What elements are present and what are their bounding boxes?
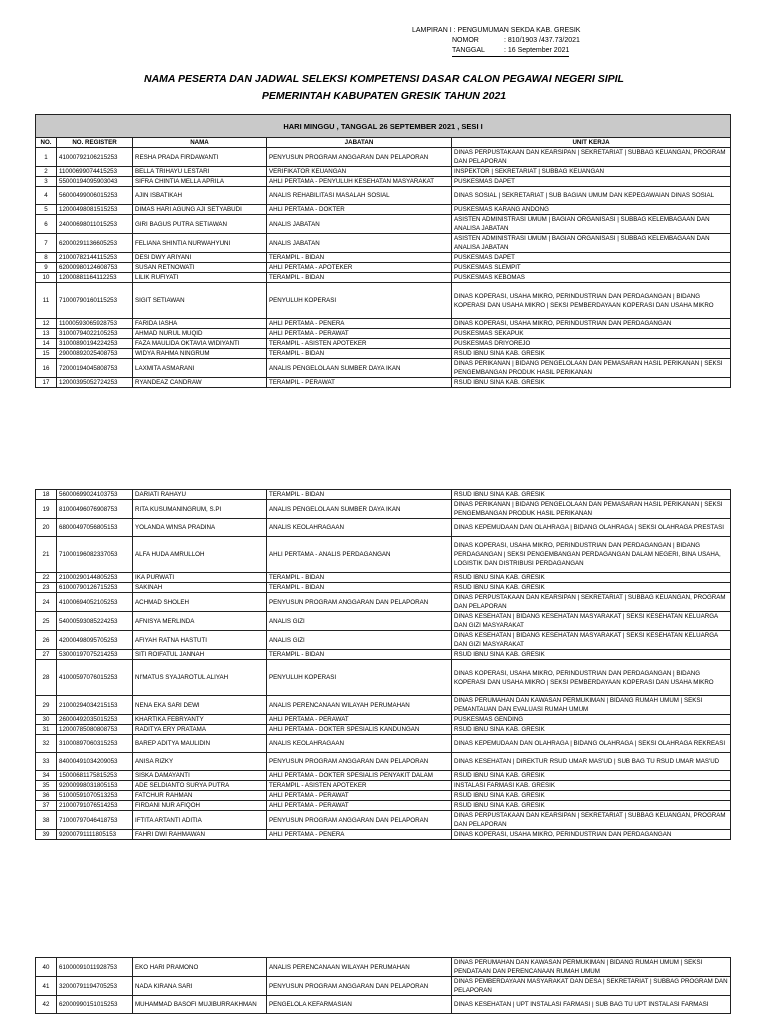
register-number-cell: 41000792106215253 [57, 148, 133, 167]
participant-name-cell: SIFRA CHINTIA MELLA APRILA [133, 177, 267, 187]
tanggal-label: TANGGAL [452, 47, 485, 54]
register-number-cell: 42000498095705253 [57, 631, 133, 650]
table-row [36, 187, 731, 205]
register-number-cell: 31000794022105253 [57, 329, 133, 339]
position-cell: PENYUSUN PROGRAM ANGGARAN DAN PELAPORAN [267, 148, 452, 167]
participant-name-cell: IFTITA ARTANTI ADITIA [133, 811, 267, 830]
work-unit-cell: RSUD IBNU SINA KAB. GRESIK [452, 378, 731, 388]
participant-table-page-3 [35, 957, 731, 1014]
register-number-cell: 84000491034209053 [57, 753, 133, 771]
participant-name-cell: EKO HARI PRAMONO [133, 958, 267, 977]
position-cell: VERIFIKATOR KEUANGAN [267, 167, 452, 177]
participant-name-cell: ANISA RIZKY [133, 753, 267, 771]
position-cell: ANALIS GIZI [267, 612, 452, 631]
position-cell: PENYULUH KOPERASI [267, 660, 452, 696]
participant-name-cell: FAZA MAULIDA OKTAVIA WIDIYANTI [133, 339, 267, 349]
row-number-cell: 32 [36, 735, 57, 753]
participant-name-cell: ADE SELDIANTO SURYA PUTRA [133, 781, 267, 791]
work-unit-cell: DINAS PERPUSTAKAAN DAN KEARSIPAN | SEKRETARIAT | SUBBAG KEUANGAN, PROGRAM DAN PELAPORAN [452, 811, 731, 830]
row-number-cell: 19 [36, 500, 57, 519]
register-number-cell: 24000698011015253 [57, 215, 133, 234]
participant-name-cell: AJIN ISBATIKAH [133, 187, 267, 205]
row-number-cell: 20 [36, 519, 57, 537]
row-number-cell: 4 [36, 187, 57, 205]
position-cell: ANALIS KEOLAHRAGAAN [267, 735, 452, 753]
participant-name-cell: IKA PURWATI [133, 573, 267, 583]
register-number-cell: 11000699074415253 [57, 167, 133, 177]
position-cell: AHLI PERTAMA - DOKTER [267, 205, 452, 215]
row-number-cell: 3 [36, 177, 57, 187]
row-number-cell: 17 [36, 378, 57, 388]
row-number-cell: 30 [36, 715, 57, 725]
row-number-cell: 15 [36, 349, 57, 359]
participant-name-cell: SISKA DAMAYANTI [133, 771, 267, 781]
position-cell: AHLI PERTAMA - PERAWAT [267, 329, 452, 339]
table-row [36, 329, 731, 339]
row-number-cell: 29 [36, 696, 57, 715]
participant-name-cell: RESHA PRADA FIRDAWANTI [133, 148, 267, 167]
register-number-cell: 62000980124608753 [57, 263, 133, 273]
position-cell: PENYULUH KOPERASI [267, 283, 452, 319]
register-number-cell: 53000197075214253 [57, 650, 133, 660]
table-row [36, 234, 731, 253]
register-number-cell: 56000699024103753 [57, 490, 133, 500]
position-cell: ANALIS PENGELOLAAN SUMBER DAYA IKAN [267, 500, 452, 519]
work-unit-cell: PUSKESMAS GENDING [452, 715, 731, 725]
table-row [36, 490, 731, 500]
register-number-cell: 26000492035015253 [57, 715, 133, 725]
position-cell: PENYUSUN PROGRAM ANGGARAN DAN PELAPORAN [267, 811, 452, 830]
work-unit-cell: RSUD IBNU SINA KAB. GRESIK [452, 650, 731, 660]
participant-name-cell: FATCHUR RAHMAN [133, 791, 267, 801]
work-unit-cell: RSUD IBNU SINA KAB. GRESIK [452, 573, 731, 583]
participant-name-cell: FIRDANI NUR AFIQOH [133, 801, 267, 811]
work-unit-cell: PUSKESMAS DAPET [452, 177, 731, 187]
work-unit-cell: DINAS KOPERASI, USAHA MIKRO, PERINDUSTRIAN DAN PERDAGANGAN [452, 319, 731, 329]
register-number-cell: 56000499006015253 [57, 187, 133, 205]
position-cell: AHLI PERTAMA - APOTEKER [267, 263, 452, 273]
column-header-unit-kerja: UNIT KERJA [452, 138, 731, 148]
table-body-page-1 [36, 148, 731, 388]
register-number-cell: 92000791111805153 [57, 830, 133, 840]
table-row [36, 958, 731, 977]
work-unit-cell: PUSKESMAS DAPET [452, 253, 731, 263]
row-number-cell: 8 [36, 253, 57, 263]
work-unit-cell: DINAS KESEHATAN | BIDANG KESEHATAN MASYARAKAT | SEKSI KESEHATAN KELUARGA DAN GIZI MASYARAKAT [452, 631, 731, 650]
position-cell: TERAMPIL - BIDAN [267, 490, 452, 500]
register-number-cell: 21000294034215153 [57, 696, 133, 715]
row-number-cell: 34 [36, 771, 57, 781]
work-unit-cell: ASISTEN ADMINISTRASI UMUM | BAGIAN ORGANISASI | SUBBAG KELEMBAGAAN DAN ANALISA JABATAN [452, 215, 731, 234]
row-number-cell: 35 [36, 781, 57, 791]
register-number-cell: 12000395052724253 [57, 378, 133, 388]
participant-name-cell: SAKINAH [133, 583, 267, 593]
document-subtitle: PEMERINTAH KABUPATEN GRESIK TAHUN 2021 [261, 90, 507, 102]
row-number-cell: 42 [36, 996, 57, 1014]
work-unit-cell: PUSKESMAS SEKAPUK [452, 329, 731, 339]
table-row [36, 735, 731, 753]
lampiran-label: LAMPIRAN I : [412, 27, 456, 34]
row-number-cell: 38 [36, 811, 57, 830]
participant-name-cell: LILIK RUFIYATI [133, 273, 267, 283]
work-unit-cell: DINAS PERUMAHAN DAN KAWASAN PERMUKIMAN | BIDANG RUMAH UMUM | SEKSI PENDATAAN DAN PERENCANAAN RUMAH UMUM [452, 958, 731, 977]
participant-name-cell: FELIANA SHINTIA NURWAHYUNI [133, 234, 267, 253]
participant-table-page-2 [35, 489, 731, 840]
work-unit-cell: RSUD IBNU SINA KAB. GRESIK [452, 349, 731, 359]
row-number-cell: 2 [36, 167, 57, 177]
register-number-cell: 12000881164112253 [57, 273, 133, 283]
row-number-cell: 28 [36, 660, 57, 696]
participant-name-cell: BELLA TRIHAYU LESTARI [133, 167, 267, 177]
participant-name-cell: KHARTIKA FEBRYANTY [133, 715, 267, 725]
register-number-cell: 12000498081515253 [57, 205, 133, 215]
position-cell: ANALIS PERENCANAAN WILAYAH PERUMAHAN [267, 696, 452, 715]
participant-name-cell: FAHRI DWI RAHMAWAN [133, 830, 267, 840]
work-unit-cell: RSUD IBNU SINA KAB. GRESIK [452, 791, 731, 801]
row-number-cell: 36 [36, 791, 57, 801]
participant-name-cell: AFNISYA MERLINDA [133, 612, 267, 631]
table-row [36, 148, 731, 167]
table-row [36, 583, 731, 593]
work-unit-cell: PUSKESMAS KEBOMAS [452, 273, 731, 283]
row-number-cell: 27 [36, 650, 57, 660]
row-number-cell: 26 [36, 631, 57, 650]
document-title: NAMA PESERTA DAN JADWAL SELEKSI KOMPETENSI DASAR CALON PEGAWAI NEGERI SIPIL [144, 73, 624, 85]
register-number-cell: 62000990151015253 [57, 996, 133, 1014]
position-cell: PENYUSUN PROGRAM ANGGARAN DAN PELAPORAN [267, 593, 452, 612]
table-row [36, 500, 731, 519]
position-cell: TERAMPIL - BIDAN [267, 583, 452, 593]
position-cell: AHLI PERTAMA - PENERA [267, 319, 452, 329]
row-number-cell: 41 [36, 977, 57, 996]
table-row [36, 519, 731, 537]
register-number-cell: 32000791194705253 [57, 977, 133, 996]
position-cell: PENYUSUN PROGRAM ANGGARAN DAN PELAPORAN [267, 753, 452, 771]
table-row [36, 830, 731, 840]
participant-name-cell: MUHAMMAD BASOFI MUJIBURRAKHMAN [133, 996, 267, 1014]
table-row [36, 339, 731, 349]
table-row [36, 715, 731, 725]
row-number-cell: 25 [36, 612, 57, 631]
work-unit-cell: DINAS PERPUSTAKAAN DAN KEARSIPAN | SEKRETARIAT | SUBBAG KEUANGAN, PROGRAM DAN PELAPORAN [452, 148, 731, 167]
work-unit-cell: DINAS KOPERASI, USAHA MIKRO, PERINDUSTRIAN DAN PERDAGANGAN | BIDANG KOPERASI DAN USAHA MIKRO | SEKSI PEMBERDAYAAN KOPERASI DAN USAHA MIKRO [452, 660, 731, 696]
column-header-register: NO. REGISTER [57, 138, 133, 148]
table-row [36, 537, 731, 573]
work-unit-cell: PUSKESMAS DRIYOREJO [452, 339, 731, 349]
table-row [36, 319, 731, 329]
row-number-cell: 22 [36, 573, 57, 583]
table-row [36, 725, 731, 735]
table-row [36, 801, 731, 811]
table-row [36, 977, 731, 996]
register-number-cell: 55000194095903043 [57, 177, 133, 187]
row-number-cell: 10 [36, 273, 57, 283]
position-cell: ANALIS GIZI [267, 631, 452, 650]
table-row [36, 771, 731, 781]
position-cell: AHLI PERTAMA - ANALIS PERDAGANGAN [267, 537, 452, 573]
participant-name-cell: AFIYAH RATNA HASTUTI [133, 631, 267, 650]
table-row [36, 631, 731, 650]
table-row [36, 349, 731, 359]
work-unit-cell: DINAS KESEHATAN | DIREKTUR RSUD UMAR MAS'UD | SUB BAG TU RSUD UMAR MAS'UD [452, 753, 731, 771]
register-number-cell: 81000496076908753 [57, 500, 133, 519]
position-cell: TERAMPIL - ASISTEN APOTEKER [267, 781, 452, 791]
participant-name-cell: RADITYA ERY PRATAMA [133, 725, 267, 735]
position-cell: ANALIS REHABILITASI MASALAH SOSIAL [267, 187, 452, 205]
position-cell: AHLI PERTAMA - PERAWAT [267, 801, 452, 811]
participant-name-cell: FARIDA IASHA [133, 319, 267, 329]
row-number-cell: 5 [36, 205, 57, 215]
work-unit-cell: DINAS PERIKANAN | BIDANG PENGELOLAAN DAN PEMASARAN HASIL PERIKANAN | SEKSI PENGEMBANGAN PRODUK HASIL PERIKANAN [452, 500, 731, 519]
participant-name-cell: DARIATI RAHAYU [133, 490, 267, 500]
work-unit-cell: PUSKESMAS KARANG ANDONG [452, 205, 731, 215]
nomor-label: NOMOR [452, 37, 479, 44]
participant-name-cell: DESI DWY ARIYANI [133, 253, 267, 263]
session-header: HARI MINGGU , TANGGAL 26 SEPTEMBER 2021 , SESI I [36, 115, 731, 138]
position-cell: TERAMPIL - BIDAN [267, 349, 452, 359]
work-unit-cell: DINAS KEPEMUDAAN DAN OLAHRAGA | BIDANG OLAHRAGA | SEKSI OLAHRAGA REKREASI [452, 735, 731, 753]
column-header-jabatan: JABATAN [267, 138, 452, 148]
participant-name-cell: GIRI BAGUS PUTRA SETIAWAN [133, 215, 267, 234]
table-row [36, 612, 731, 631]
row-number-cell: 21 [36, 537, 57, 573]
work-unit-cell: RSUD IBNU SINA KAB. GRESIK [452, 725, 731, 735]
table-row [36, 167, 731, 177]
work-unit-cell: RSUD IBNU SINA KAB. GRESIK [452, 771, 731, 781]
table-row [36, 215, 731, 234]
column-header-no: NO. [36, 138, 57, 148]
work-unit-cell: RSUD IBNU SINA KAB. GRESIK [452, 490, 731, 500]
row-number-cell: 23 [36, 583, 57, 593]
column-header-nama: NAMA [133, 138, 267, 148]
row-number-cell: 16 [36, 359, 57, 378]
row-number-cell: 6 [36, 215, 57, 234]
register-number-cell: 21000782144115253 [57, 253, 133, 263]
row-number-cell: 37 [36, 801, 57, 811]
table-row [36, 753, 731, 771]
register-number-cell: 21000290144805253 [57, 573, 133, 583]
table-row [36, 811, 731, 830]
participant-name-cell: SIGIT SETIAWAN [133, 283, 267, 319]
participant-name-cell: BAREP ADITYA MAULIDIN [133, 735, 267, 753]
register-number-cell: 61000091011928753 [57, 958, 133, 977]
table-body-page-3 [36, 958, 731, 1014]
register-number-cell: 71000196082337053 [57, 537, 133, 573]
work-unit-cell: INSTALASI FARMASI KAB. GRESIK [452, 781, 731, 791]
tanggal-value: : 16 September 2021 [504, 47, 570, 54]
position-cell: AHLI PERTAMA - DOKTER SPESIALIS PENYAKIT DALAM [267, 771, 452, 781]
work-unit-cell: DINAS KESEHATAN | UPT INSTALASI FARMASI | SUB BAG TU UPT INSTALASI FARMASI [452, 996, 731, 1014]
work-unit-cell: DINAS KEPEMUDAAN DAN OLAHRAGA | BIDANG OLAHRAGA | SEKSI OLAHRAGA PRESTASI [452, 519, 731, 537]
position-cell: AHLI PERTAMA - PERAWAT [267, 791, 452, 801]
participant-name-cell: SUSAN RETNOWATI [133, 263, 267, 273]
participant-name-cell: LAXMITA ASMARANI [133, 359, 267, 378]
work-unit-cell: DINAS PERIKANAN | BIDANG PENGELOLAAN DAN PEMASARAN HASIL PERIKANAN | SEKSI PENGEMBANGAN PRODUK HASIL PERIKANAN [452, 359, 731, 378]
position-cell: PENGELOLA KEFARMASIAN [267, 996, 452, 1014]
participant-name-cell: RITA KUSUMANINGRUM, S.PI [133, 500, 267, 519]
register-number-cell: 92000998031805153 [57, 781, 133, 791]
participant-name-cell: DIMAS HARI AGUNG AJI SETYABUDI [133, 205, 267, 215]
work-unit-cell: DINAS KOPERASI, USAHA MIKRO, PERINDUSTRIAN DAN PERDAGANGAN | BIDANG KOPERASI DAN USAHA MIKRO | SEKSI PEMBERDAYAAN KOPERASI DAN USAHA MIKRO [452, 283, 731, 319]
work-unit-cell: ASISTEN ADMINISTRASI UMUM | BAGIAN ORGANISASI | SUBBAG KELEMBAGAAN DAN ANALISA JABATAN [452, 234, 731, 253]
nomor-value: : 810/1903 /437.73/2021 [504, 37, 580, 44]
table-row [36, 273, 731, 283]
position-cell: AHLI PERTAMA - PENERA [267, 830, 452, 840]
position-cell: TERAMPIL - ASISTEN APOTEKER [267, 339, 452, 349]
table-row [36, 660, 731, 696]
row-number-cell: 9 [36, 263, 57, 273]
register-number-cell: 11000593065928753 [57, 319, 133, 329]
register-number-cell: 21000791076514253 [57, 801, 133, 811]
register-number-cell: 68000497056805153 [57, 519, 133, 537]
table-row [36, 996, 731, 1014]
position-cell: TERAMPIL - BIDAN [267, 273, 452, 283]
table-row [36, 791, 731, 801]
register-number-cell: 62000291136605253 [57, 234, 133, 253]
participant-table-page-1 [35, 114, 731, 388]
table-row [36, 696, 731, 715]
participant-name-cell: NENA EKA SARI DEWI [133, 696, 267, 715]
register-number-cell: 51000591070513253 [57, 791, 133, 801]
register-number-cell: 31000897060315253 [57, 735, 133, 753]
row-number-cell: 11 [36, 283, 57, 319]
table-row [36, 253, 731, 263]
work-unit-cell: RSUD IBNU SINA KAB. GRESIK [452, 583, 731, 593]
row-number-cell: 12 [36, 319, 57, 329]
participant-name-cell: ALFA HUDA AMRULLOH [133, 537, 267, 573]
register-number-cell: 61000790126715253 [57, 583, 133, 593]
register-number-cell: 41000694052105253 [57, 593, 133, 612]
table-row [36, 573, 731, 583]
table-row [36, 781, 731, 791]
register-number-cell: 71000790160115253 [57, 283, 133, 319]
row-number-cell: 13 [36, 329, 57, 339]
position-cell: ANALIS JABATAN [267, 234, 452, 253]
row-number-cell: 40 [36, 958, 57, 977]
row-number-cell: 18 [36, 490, 57, 500]
work-unit-cell: DINAS KOPERASI, USAHA MIKRO, PERINDUSTRIAN DAN PERDAGANGAN | BIDANG PERDAGANGAN | SEKSI PENGEMBANGAN PERDAGANGAN DALAM NEGERI, BINA USAHA, LOGISTIK DAN DISTRIBUSI PERDAGANGAN [452, 537, 731, 573]
position-cell: ANALIS PENGELOLAAN SUMBER DAYA IKAN [267, 359, 452, 378]
position-cell: AHLI PERTAMA - PERAWAT [267, 715, 452, 725]
register-number-cell: 71000797046418753 [57, 811, 133, 830]
position-cell: ANALIS PERENCANAAN WILAYAH PERUMAHAN [267, 958, 452, 977]
work-unit-cell: DINAS SOSIAL | SEKRETARIAT | SUB BAGIAN UMUM DAN KEPEGAWAIAN DINAS SOSIAL [452, 187, 731, 205]
work-unit-cell: DINAS PERPUSTAKAAN DAN KEARSIPAN | SEKRETARIAT | SUBBAG KEUANGAN, PROGRAM DAN PELAPORAN [452, 593, 731, 612]
work-unit-cell: DINAS PEMBERDAYAAN MASYARAKAT DAN DESA | SEKRETARIAT | SUBBAG PROGRAM DAN PELAPORAN [452, 977, 731, 996]
position-cell: TERAMPIL - BIDAN [267, 253, 452, 263]
table-row [36, 650, 731, 660]
register-number-cell: 15000681175815253 [57, 771, 133, 781]
work-unit-cell: INSPEKTOR | SEKRETARIAT | SUBBAG KEUANGAN [452, 167, 731, 177]
row-number-cell: 24 [36, 593, 57, 612]
position-cell: ANALIS KEOLAHRAGAAN [267, 519, 452, 537]
participant-name-cell: WIDYA RAHMA NINGRUM [133, 349, 267, 359]
letterhead [412, 26, 580, 57]
table-row [36, 593, 731, 612]
work-unit-cell: PUSKESMAS SLEMPIT [452, 263, 731, 273]
register-number-cell: 72000194045808753 [57, 359, 133, 378]
participant-name-cell: ACHMAD SHOLEH [133, 593, 267, 612]
row-number-cell: 7 [36, 234, 57, 253]
participant-name-cell: RYANDEAZ CANDRAW [133, 378, 267, 388]
position-cell: PENYUSUN PROGRAM ANGGARAN DAN PELAPORAN [267, 977, 452, 996]
table-body-page-2 [36, 490, 731, 840]
row-number-cell: 39 [36, 830, 57, 840]
register-number-cell: 29000892025408753 [57, 349, 133, 359]
row-number-cell: 1 [36, 148, 57, 167]
participant-name-cell: SITI ROIFATUL JANNAH [133, 650, 267, 660]
table-row [36, 378, 731, 388]
table-row [36, 283, 731, 319]
position-cell: TERAMPIL - BIDAN [267, 650, 452, 660]
work-unit-cell: DINAS KOPERASI, USAHA MIKRO, PERINDUSTRIAN DAN PERDAGANGAN [452, 830, 731, 840]
table-row [36, 205, 731, 215]
position-cell: AHLI PERTAMA - DOKTER SPESIALIS KANDUNGAN [267, 725, 452, 735]
participant-name-cell: AHMAD NURUL MUQID [133, 329, 267, 339]
table-row [36, 177, 731, 187]
position-cell: AHLI PERTAMA - PENYULUH KESEHATAN MASYARAKAT [267, 177, 452, 187]
position-cell: TERAMPIL - PERAWAT [267, 378, 452, 388]
position-cell: ANALIS JABATAN [267, 215, 452, 234]
work-unit-cell: RSUD IBNU SINA KAB. GRESIK [452, 801, 731, 811]
position-cell: TERAMPIL - BIDAN [267, 573, 452, 583]
table-row [36, 359, 731, 378]
work-unit-cell: DINAS PERUMAHAN DAN KAWASAN PERMUKIMAN | BIDANG RUMAH UMUM | SEKSI PEMANTAUAN DAN EVALUASI RUMAH UMUM [452, 696, 731, 715]
row-number-cell: 33 [36, 753, 57, 771]
register-number-cell: 31000890194224253 [57, 339, 133, 349]
row-number-cell: 31 [36, 725, 57, 735]
register-number-cell: 41000597076015253 [57, 660, 133, 696]
work-unit-cell: DINAS KESEHATAN | BIDANG KESEHATAN MASYARAKAT | SEKSI KESEHATAN KELUARGA DAN GIZI MASYARAKAT [452, 612, 731, 631]
register-number-cell: 12000785080808753 [57, 725, 133, 735]
lampiran-value: PENGUMUMAN SEKDA KAB. GRESIK [457, 27, 581, 34]
participant-name-cell: NADA KIRANA SARI [133, 977, 267, 996]
participant-name-cell: NI'MATUS SYAJAROTUL ALIYAH [133, 660, 267, 696]
table-row [36, 263, 731, 273]
participant-name-cell: YOLANDA WINSA PRADINA [133, 519, 267, 537]
row-number-cell: 14 [36, 339, 57, 349]
register-number-cell: 54000593085224253 [57, 612, 133, 631]
